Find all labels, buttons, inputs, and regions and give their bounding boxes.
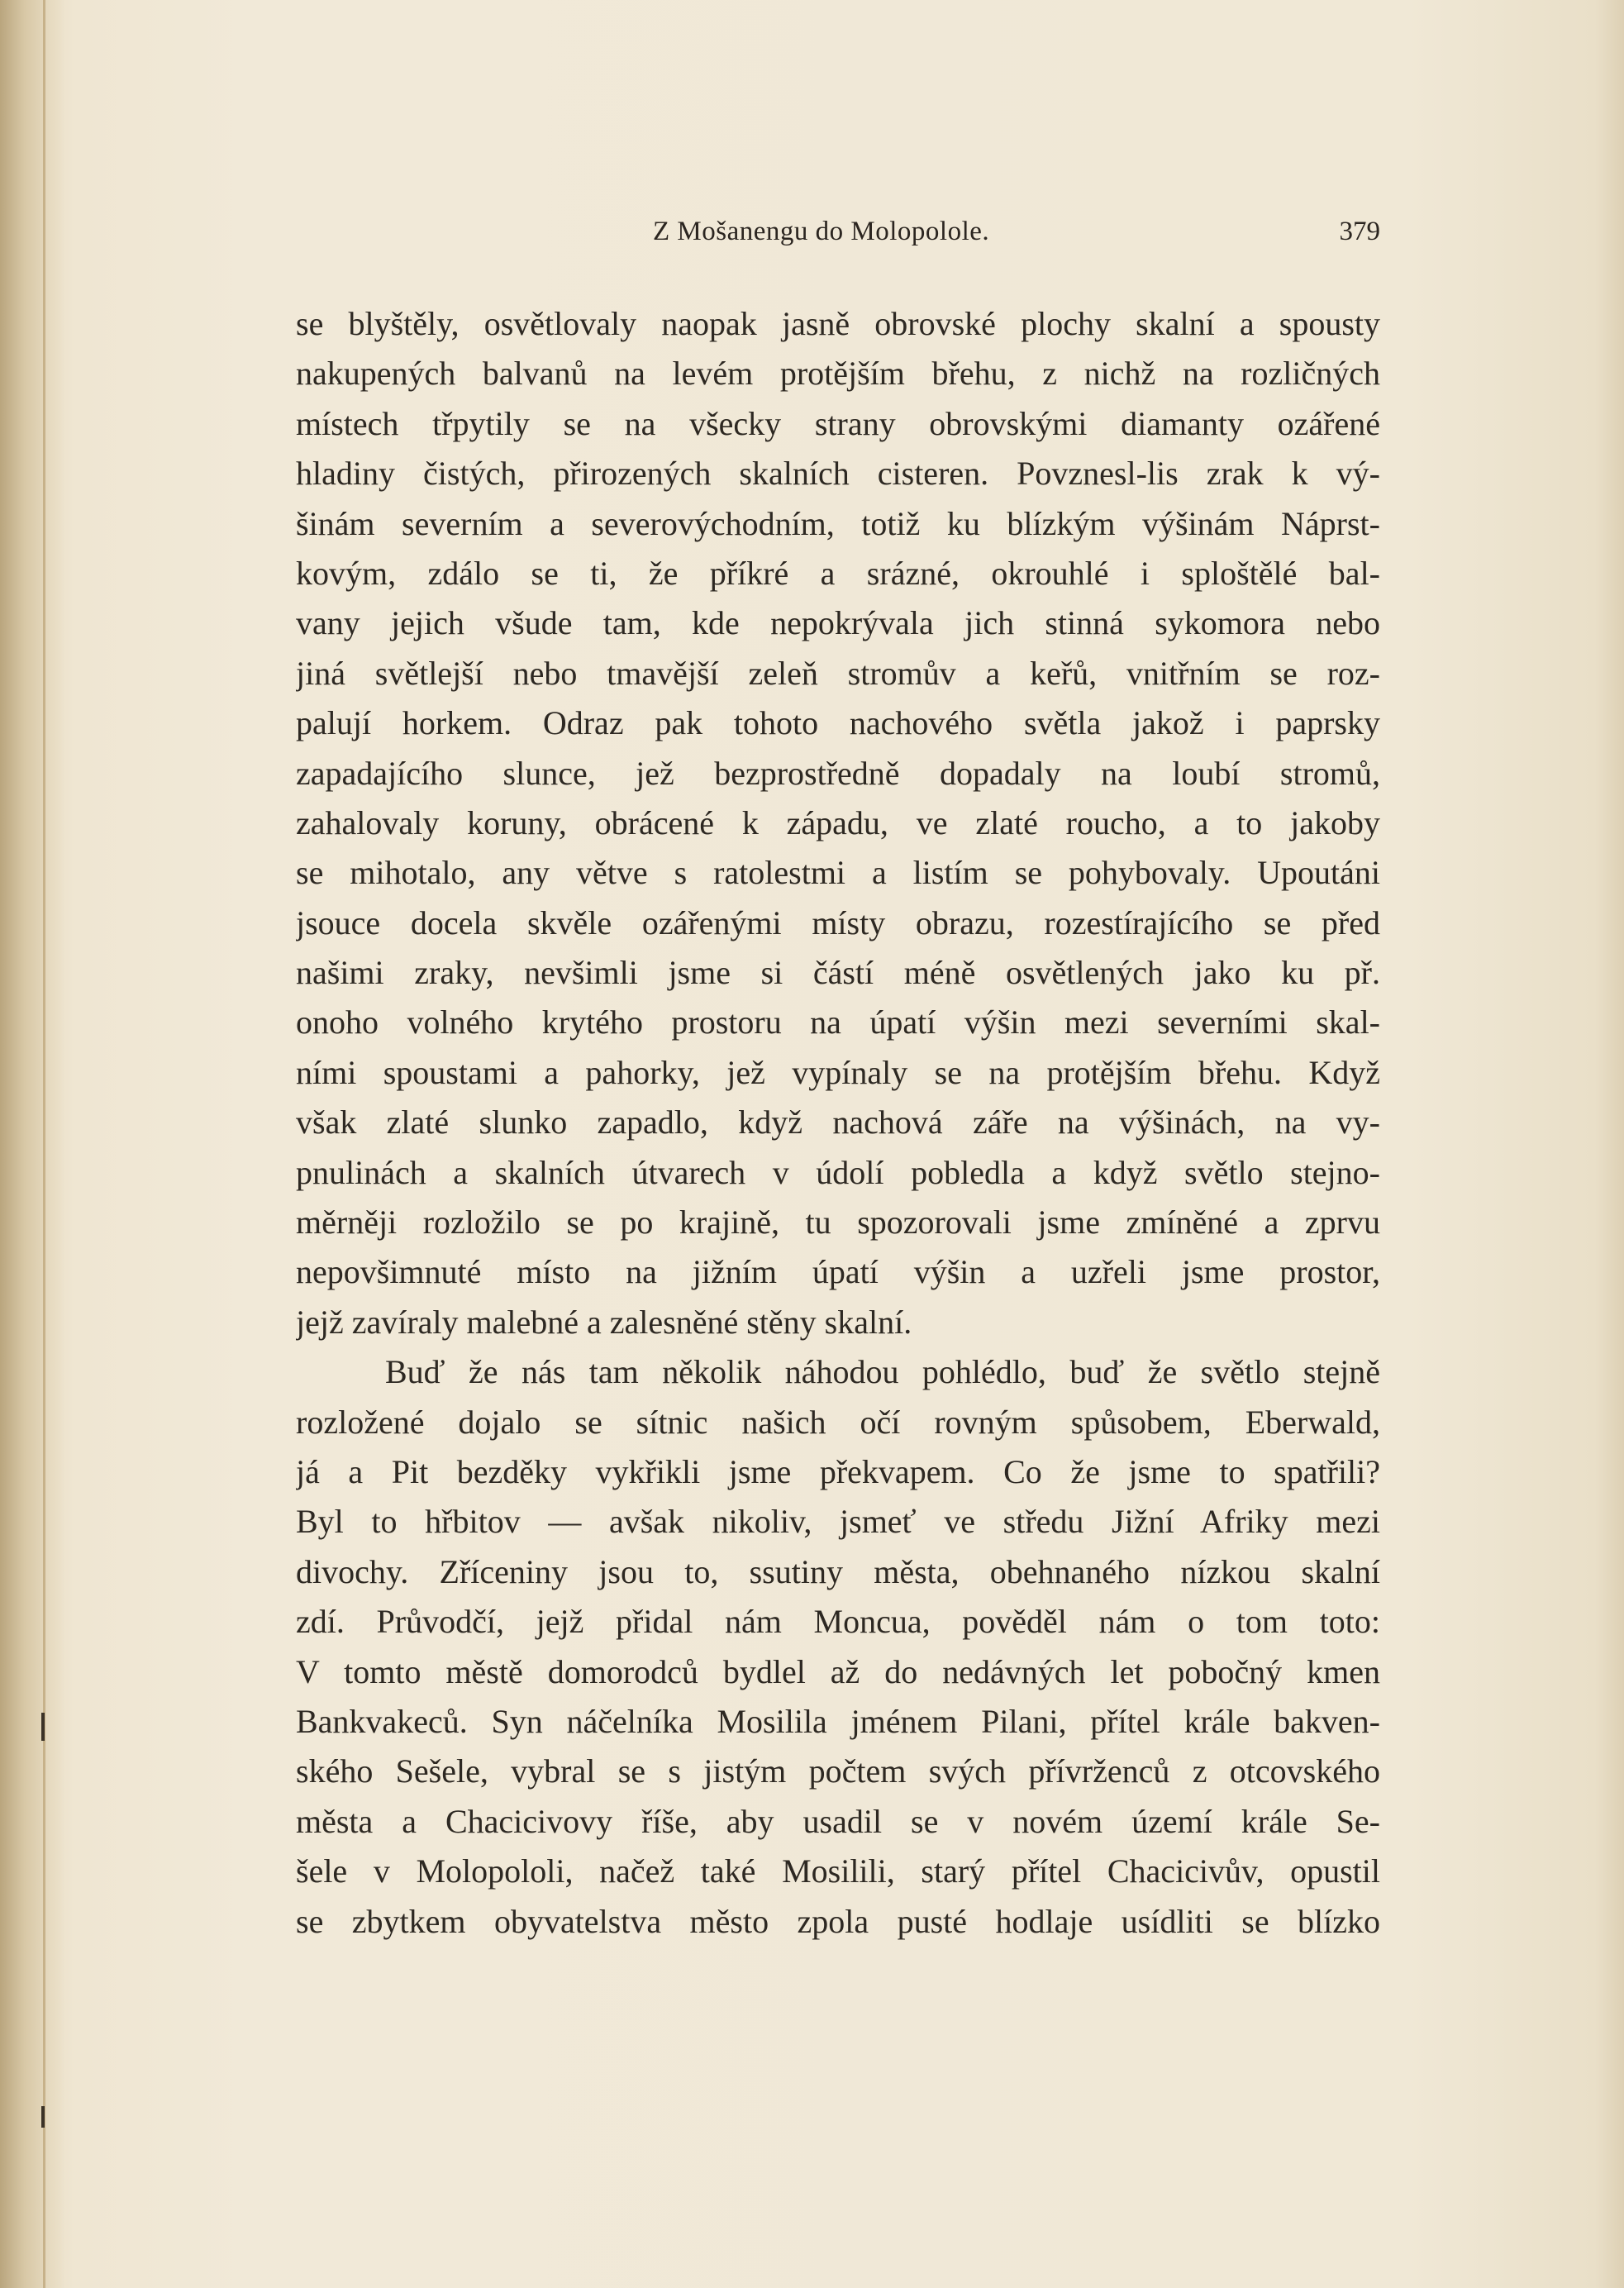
text-line: divochy. Zříceniny jsou to, ssutiny města, obehnaného nízkou skalní [296,1552,1380,1590]
book-gutter [0,0,64,2288]
text-line: nepovšimnuté místo na jižním úpatí výšin a uzřeli jsme prostor, [296,1253,1380,1291]
running-title: Z Mošanengu do Molopolole. [653,217,990,246]
text-line: města a Chacicivovy říše, aby usadil se v novém území krále Se- [296,1802,1380,1840]
text-line: Bankvakeců. Syn náčelníka Mosilila jménem Pilani, přítel krále bakven- [296,1702,1380,1740]
text-line: zapadajícího slunce, jež bezprostředně dopadaly na loubí stromů, [296,754,1380,792]
text-line: vany jejich všude tam, kde nepokrývala jich stinná sykomora nebo [296,604,1380,642]
text-line: ského Sešele, vybral se s jistým počtem svých přívrženců z otcovského [296,1752,1380,1790]
text-line: hladiny čistých, přirozených skalních cisteren. Povznesl-lis zrak k vý- [296,455,1380,493]
running-header [289,217,1380,256]
gutter-edge-line [43,0,45,2288]
text-line: se mihotalo, any větve s ratolestmi a listím se pohybovaly. Upoutáni [296,854,1380,892]
text-line: Byl to hřbitov — avšak nikoliv, jsmeť ve středu Jižní Afriky mezi [296,1503,1380,1541]
text-line: měrněji rozložilo se po krajině, tu spozorovali jsme zmíněné a zprvu [296,1204,1380,1242]
text-line: zahalovaly koruny, obrácené k západu, ve zlaté roucho, a to jakoby [296,803,1380,841]
text-line: onoho volného krytého prostoru na úpatí výšin mezi severními skal- [296,1003,1380,1042]
page-number: 379 [1339,217,1380,246]
text-line: kovým, zdálo se ti, že příkré a srázné, okrouhlé i sploštělé bal- [296,554,1380,592]
paragraph-start-line: Buď že nás tam několik náhodou pohlédlo, buď že světlo stejně [385,1353,1380,1391]
text-line: místech třpytily se na všecky strany obrovskými diamanty ozářené [296,404,1380,442]
text-line: šinám severním a severovýchodním, totiž ku blízkým výšinám Náprst- [296,504,1380,542]
text-line: rozložené dojalo se sítnic našich očí rovným spůsobem, Eberwald, [296,1403,1380,1441]
text-line: jiná světlejší nebo tmavější zeleň stromův a keřů, vnitřním se roz- [296,654,1380,692]
text-line: však zlaté slunko zapadlo, když nachová záře na výšinách, na vy- [296,1103,1380,1142]
paragraph-end-line: jejž zavíraly malebné a zalesněné stěny skalní. [296,1303,912,1341]
text-line: zdí. Průvodčí, jejž přidal nám Moncua, pověděl nám o tom toto: [296,1603,1380,1641]
text-line: se zbytkem obyvatelstva město zpola pusté hodlaje usídliti se blízko [296,1902,1380,1940]
text-line: se blyštěly, osvětlovaly naopak jasně obrovské plochy skalní a spousty [296,305,1380,342]
margin-mark [41,2106,45,2128]
text-line: V tomto městě domorodců bydlel až do nedávných let pobočný kmen [296,1652,1380,1690]
text-line: šele v Molopololi, načež také Mosilili, starý přítel Chacicivův, opustil [296,1852,1380,1890]
text-line: pnulinách a skalních útvarech v údolí pobledla a když světlo stejno- [296,1153,1380,1191]
text-line: palují horkem. Odraz pak tohoto nachového světla jakož i paprsky [296,704,1380,742]
text-line: našimi zraky, nevšimli jsme si částí méně osvětlených jako ku př. [296,954,1380,992]
margin-mark [41,1713,45,1741]
text-line: nakupených balvanů na levém protějším břehu, z nichž na rozličných [296,355,1380,393]
text-line: ními spoustami a pahorky, jež vypínaly se na protějším břehu. Když [296,1053,1380,1091]
text-line: jsouce docela skvěle ozářenými místy obrazu, rozestírajícího se před [296,903,1380,941]
text-line: já a Pit bezděky vykřikli jsme překvapem. Co že jsme to spatřili? [296,1452,1380,1490]
body-text [296,299,1380,1947]
